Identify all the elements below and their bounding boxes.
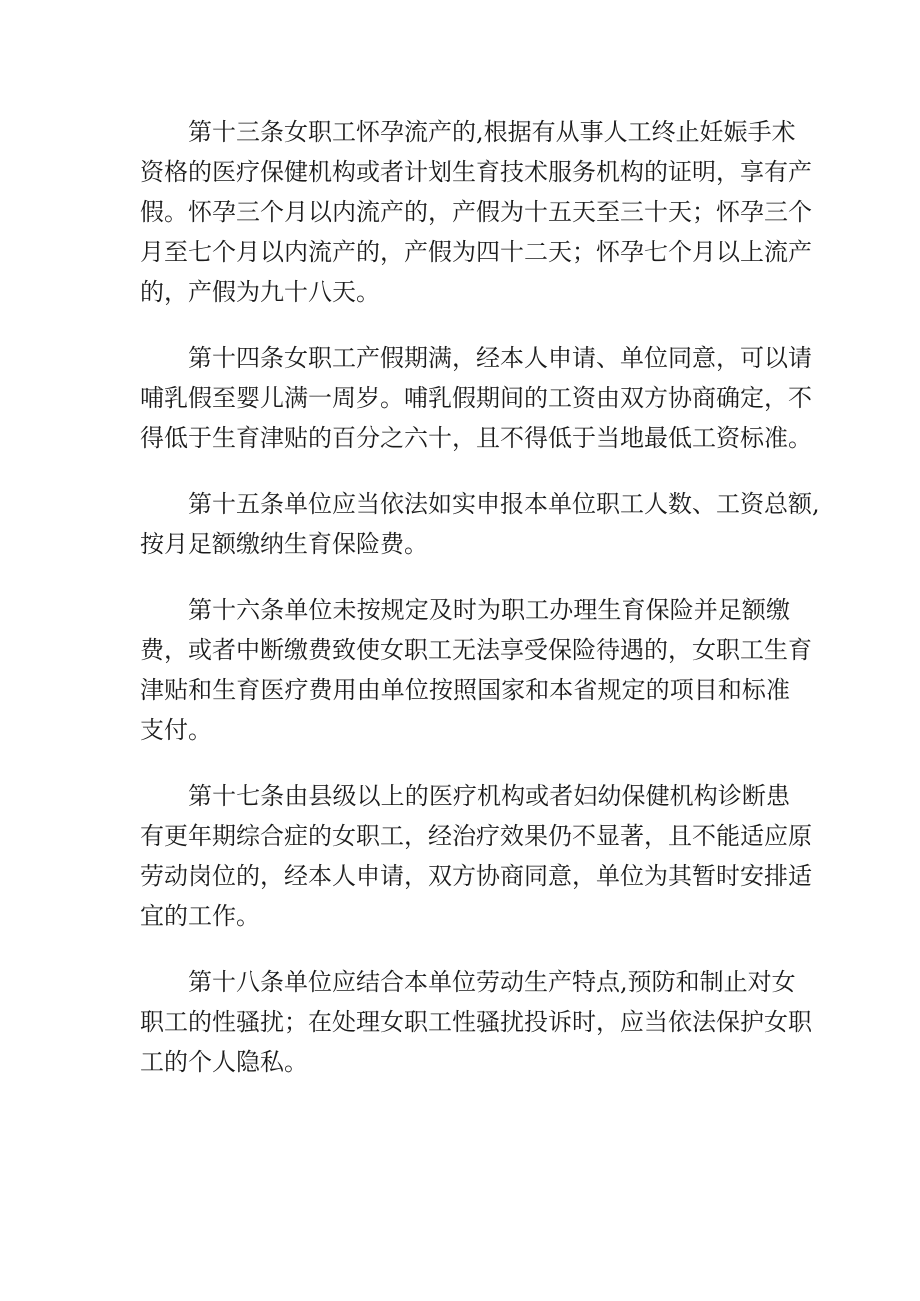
paragraph-line: 的，产假为九十八天。 xyxy=(140,278,380,306)
paragraph-line: 哺乳假至婴儿满一周岁。哺乳假期间的工资由双方协商确定，不 xyxy=(140,384,812,412)
paragraph-line: 第十七条由县级以上的医疗机构或者妇幼保健机构诊断患 xyxy=(188,782,790,810)
paragraph-line: 宜的工作。 xyxy=(140,902,260,930)
paragraph-line: 津贴和生育医疗费用由单位按照国家和本省规定的项目和标准 xyxy=(140,676,790,704)
paragraph-line: 资格的医疗保健机构或者计划生育技术服务机构的证明，享有产 xyxy=(140,158,812,186)
article-14-paragraph xyxy=(140,338,812,458)
article-15-paragraph xyxy=(140,484,820,564)
paragraph-line: 假。怀孕三个月以内流产的，产假为十五天至三十天；怀孕三个 xyxy=(140,198,812,226)
paragraph-line: 第十三条女职工怀孕流产的,根据有从事人工终止妊娠手术 xyxy=(188,118,796,146)
paragraph-line: 第十六条单位未按规定及时为职工办理生育保险并足额缴 xyxy=(188,596,790,624)
article-17-paragraph xyxy=(140,776,812,936)
paragraph-line: 第十八条单位应结合本单位劳动生产特点,预防和制止对女 xyxy=(188,968,796,996)
paragraph-line: 有更年期综合症的女职工，经治疗效果仍不显著，且不能适应原 xyxy=(140,822,812,850)
paragraph-line: 月至七个月以内流产的，产假为四十二天；怀孕七个月以上流产 xyxy=(140,238,812,266)
document-page xyxy=(140,112,820,1108)
paragraph-line: 按月足额缴纳生育保险费。 xyxy=(140,530,428,558)
paragraph-line: 第十四条女职工产假期满，经本人申请、单位同意，可以请 xyxy=(188,344,812,372)
article-16-paragraph xyxy=(140,590,812,750)
paragraph-line: 支付。 xyxy=(140,716,212,744)
article-18-paragraph xyxy=(140,962,812,1082)
paragraph-line: 工的个人隐私。 xyxy=(140,1048,308,1076)
paragraph-line: 费，或者中断缴费致使女职工无法享受保险待遇的，女职工生育 xyxy=(140,636,812,664)
paragraph-line: 劳动岗位的，经本人申请，双方协商同意，单位为其暂时安排适 xyxy=(140,862,812,890)
paragraph-line: 第十五条单位应当依法如实申报本单位职工人数、工资总额, xyxy=(188,490,820,518)
article-13-paragraph xyxy=(140,112,812,312)
paragraph-line: 得低于生育津贴的百分之六十，且不得低于当地最低工资标准。 xyxy=(140,424,812,452)
paragraph-line: 职工的性骚扰；在处理女职工性骚扰投诉时，应当依法保护女职 xyxy=(140,1008,812,1036)
